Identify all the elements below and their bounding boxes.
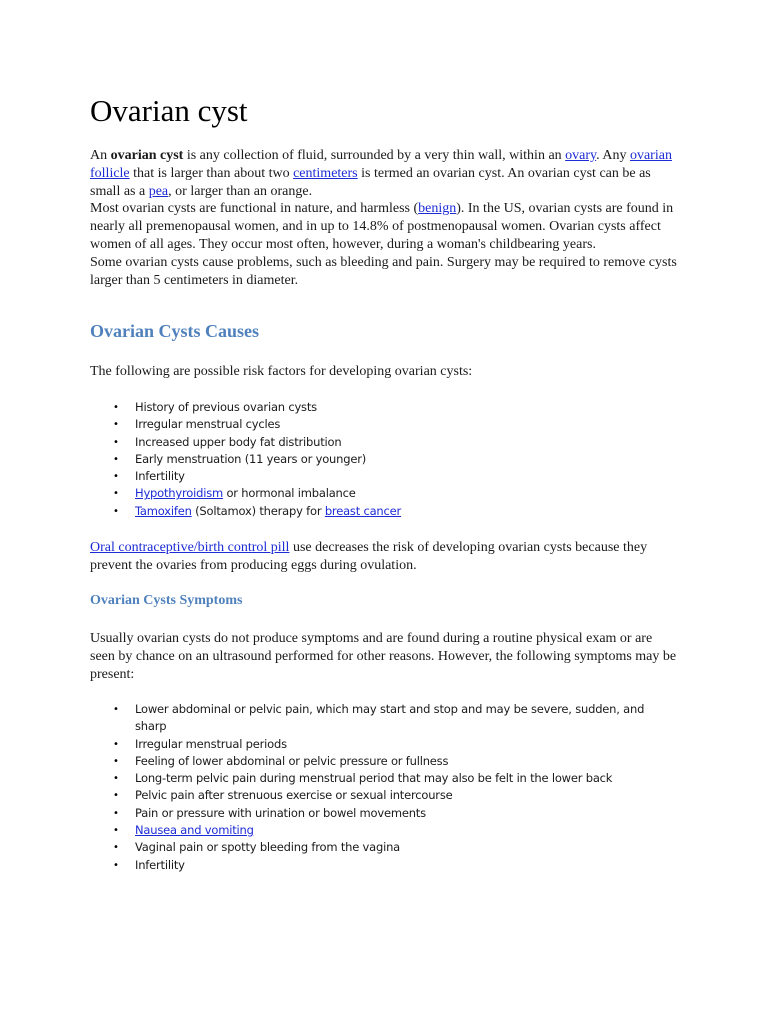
list-item-text: Lower abdominal or pelvic pain, which may start and stop and may be severe, sudden, and sharp xyxy=(135,702,645,734)
list-item-text: Irregular menstrual cycles xyxy=(135,417,281,432)
bullet-glyph: • xyxy=(113,471,119,483)
causes-lead-paragraph: The following are possible risk factors for developing ovarian cysts: xyxy=(90,364,473,379)
bullet-glyph: • xyxy=(113,704,119,715)
list-item-text: Vaginal pain or spotty bleeding from the vagina xyxy=(135,840,401,855)
bullet-glyph: • xyxy=(113,738,119,750)
list-item xyxy=(90,399,680,416)
list-item-text: Pain or pressure with urination or bowel movements xyxy=(135,805,426,820)
text-span: Most ovarian cysts are functional in nature, and harmless ( xyxy=(90,201,419,217)
list-item-text: Feeling of lower abdominal or pelvic pressure or fullness xyxy=(135,753,449,768)
ovarian-follicle-link[interactable]: ovarian follicle xyxy=(90,148,672,181)
list-item-text: Pelvic pain after strenuous exercise or sexual intercourse xyxy=(135,788,453,803)
list-item xyxy=(90,822,650,839)
list-item-text: Infertility xyxy=(135,857,185,872)
list-item xyxy=(90,701,650,736)
list-item xyxy=(90,485,680,502)
list-item xyxy=(90,416,680,433)
list-item-text: Increased upper body fat distribution xyxy=(135,434,342,449)
list-item xyxy=(90,736,650,753)
bullet-glyph: • xyxy=(113,402,119,413)
bullet-glyph: • xyxy=(113,842,119,854)
list-item-text: Early menstruation (11 years or younger) xyxy=(135,451,367,466)
list-item xyxy=(90,805,650,822)
bullet-glyph: • xyxy=(113,859,119,871)
list-item xyxy=(90,468,680,485)
causes-list xyxy=(90,399,680,520)
list-item xyxy=(90,787,650,804)
symptoms-list xyxy=(90,701,650,874)
breast-cancer-link[interactable]: breast cancer xyxy=(324,503,402,518)
text-span: , or larger than an orange. xyxy=(168,183,313,199)
contraceptive-paragraph xyxy=(90,539,680,575)
text-span: . Any xyxy=(596,148,630,163)
list-item xyxy=(90,451,680,468)
list-item-text: or hormonal imbalance xyxy=(223,486,356,501)
text-span: An xyxy=(90,148,111,163)
list-item-text: Irregular menstrual periods xyxy=(135,736,287,751)
list-item xyxy=(90,857,650,874)
pea-link[interactable]: pea xyxy=(148,183,169,199)
oral-contraceptive-link[interactable]: Oral contraceptive/birth control pill xyxy=(90,540,290,555)
bullet-glyph: • xyxy=(113,488,119,500)
symptoms-heading: Ovarian Cysts Symptoms xyxy=(90,593,243,608)
text-span: is any collection of fluid, surrounded by a very thin wall, within an xyxy=(183,148,566,163)
bullet-glyph: • xyxy=(113,436,119,448)
list-item xyxy=(90,770,650,787)
centimeters-link[interactable]: centimeters xyxy=(293,165,358,181)
nausea-and-vomiting-link[interactable]: Nausea and vomiting xyxy=(135,823,254,838)
list-item xyxy=(90,753,650,770)
list-item xyxy=(90,503,680,520)
text-span: is termed an ovarian cyst. An ovarian cyst can be as small as a xyxy=(90,165,651,199)
bullet-glyph: • xyxy=(113,807,119,819)
list-item-text: History of previous ovarian cysts xyxy=(135,400,317,414)
bullet-glyph: • xyxy=(113,419,119,431)
bullet-glyph: • xyxy=(113,453,119,465)
bullet-glyph: • xyxy=(113,773,119,785)
text-span: that is larger than about two xyxy=(129,165,294,181)
bullet-glyph: • xyxy=(113,825,119,837)
bullet-glyph: • xyxy=(113,755,119,767)
bold-term: ovarian cyst xyxy=(110,148,184,163)
bullet-glyph: • xyxy=(113,790,119,802)
bullet-glyph: • xyxy=(113,505,119,517)
list-item xyxy=(90,434,680,451)
hypothyroidism-link[interactable]: Hypothyroidism xyxy=(135,486,223,501)
symptoms-lead-paragraph: Usually ovarian cysts do not produce symptoms and are found during a routine physical exam or are seen by chance on an ultrasound performed for other reasons. However, the following symptoms may be present: xyxy=(90,631,677,682)
causes-heading: Ovarian Cysts Causes xyxy=(90,321,260,341)
text-span: use decreases the risk of developing ovarian cysts because they prevent the ovaries from producing eggs during ovulation. xyxy=(90,540,648,573)
intro-paragraph-2 xyxy=(90,200,680,253)
intro-section xyxy=(90,147,680,289)
intro-paragraph-3: Some ovarian cysts cause problems, such as bleeding and pain. Surgery may be required to remove cysts larger than 5 centimeters in diameter. xyxy=(90,254,677,288)
ovary-link[interactable]: ovary xyxy=(565,148,597,163)
list-item-text: Infertility xyxy=(135,469,185,484)
list-item-text: (Soltamox) therapy for xyxy=(191,503,325,518)
intro-paragraph-1 xyxy=(90,147,680,200)
tamoxifen-link[interactable]: Tamoxifen xyxy=(135,503,192,518)
text-span: ). In the US, ovarian cysts are found in nearly all premenopausal women, and in up to 14.8% of postmenopausal women. Ovarian cysts affect women of all ages. They occur most often, however, during a woman's childbearing years. xyxy=(90,201,674,252)
benign-link[interactable]: benign xyxy=(418,201,457,217)
list-item-text: Long-term pelvic pain during menstrual period that may also be felt in the lower back xyxy=(135,771,613,786)
page-title: Ovarian cyst xyxy=(90,93,248,128)
list-item xyxy=(90,839,650,856)
